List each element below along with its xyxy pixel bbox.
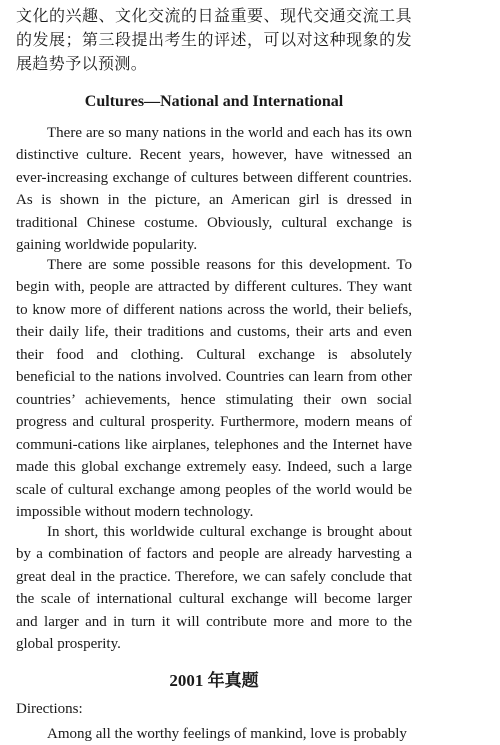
directions-first-line: Among all the worthy feelings of mankind, love is probably — [47, 726, 407, 742]
essay-title: Cultures—National and International — [84, 93, 344, 110]
exam-year-heading: 2001 年真题 — [169, 671, 259, 690]
chinese-intro-text: 文化的兴趣、文化交流的日益重要、现代交通交流工具的发展；第三段提出考生的评述，可以对这种现象的发展趋势予以预测。 — [16, 6, 412, 73]
document-page — [16, 4, 412, 742]
essay-paragraph-2: There are some possible reasons for this development. To begin with, people are attracted by different cultures. They want to know more of different nations across the world, their beliefs, their daily life, their traditions and customs, their arts and even their food and clothing. Cultural exchange is absolutely beneficial to the nations involved. Countries can learn from other countries’ achievements, hence stimulating their own social progress and cultural prosperity. Furthermore, modern means of communi-cations like airplanes, telephones and the Internet have made this global exchange extremely easy. Indeed, such a large scale of cultural exchange among peoples of the world would be impossible without modern technology. — [16, 257, 412, 520]
essay-paragraph-3: In short, this worldwide cultural exchange is brought about by a combination of factors and people are already harvesting a great deal in the practice. Therefore, we can safely conclude that the scale of international cultural exchange will become larger and larger and in turn it will contribute more and more to the global prosperity. — [16, 524, 412, 653]
essay-paragraph-1: There are so many nations in the world and each has its own distinctive culture. Recent years, however, have witnessed an ever-increasing exchange of cultures between different countries. As is shown in the picture, an American girl is dressed in traditional Chinese costume. Obviously, cultural exchange is gaining worldwide popularity. — [16, 125, 412, 254]
directions-label: Directions: — [16, 701, 83, 717]
